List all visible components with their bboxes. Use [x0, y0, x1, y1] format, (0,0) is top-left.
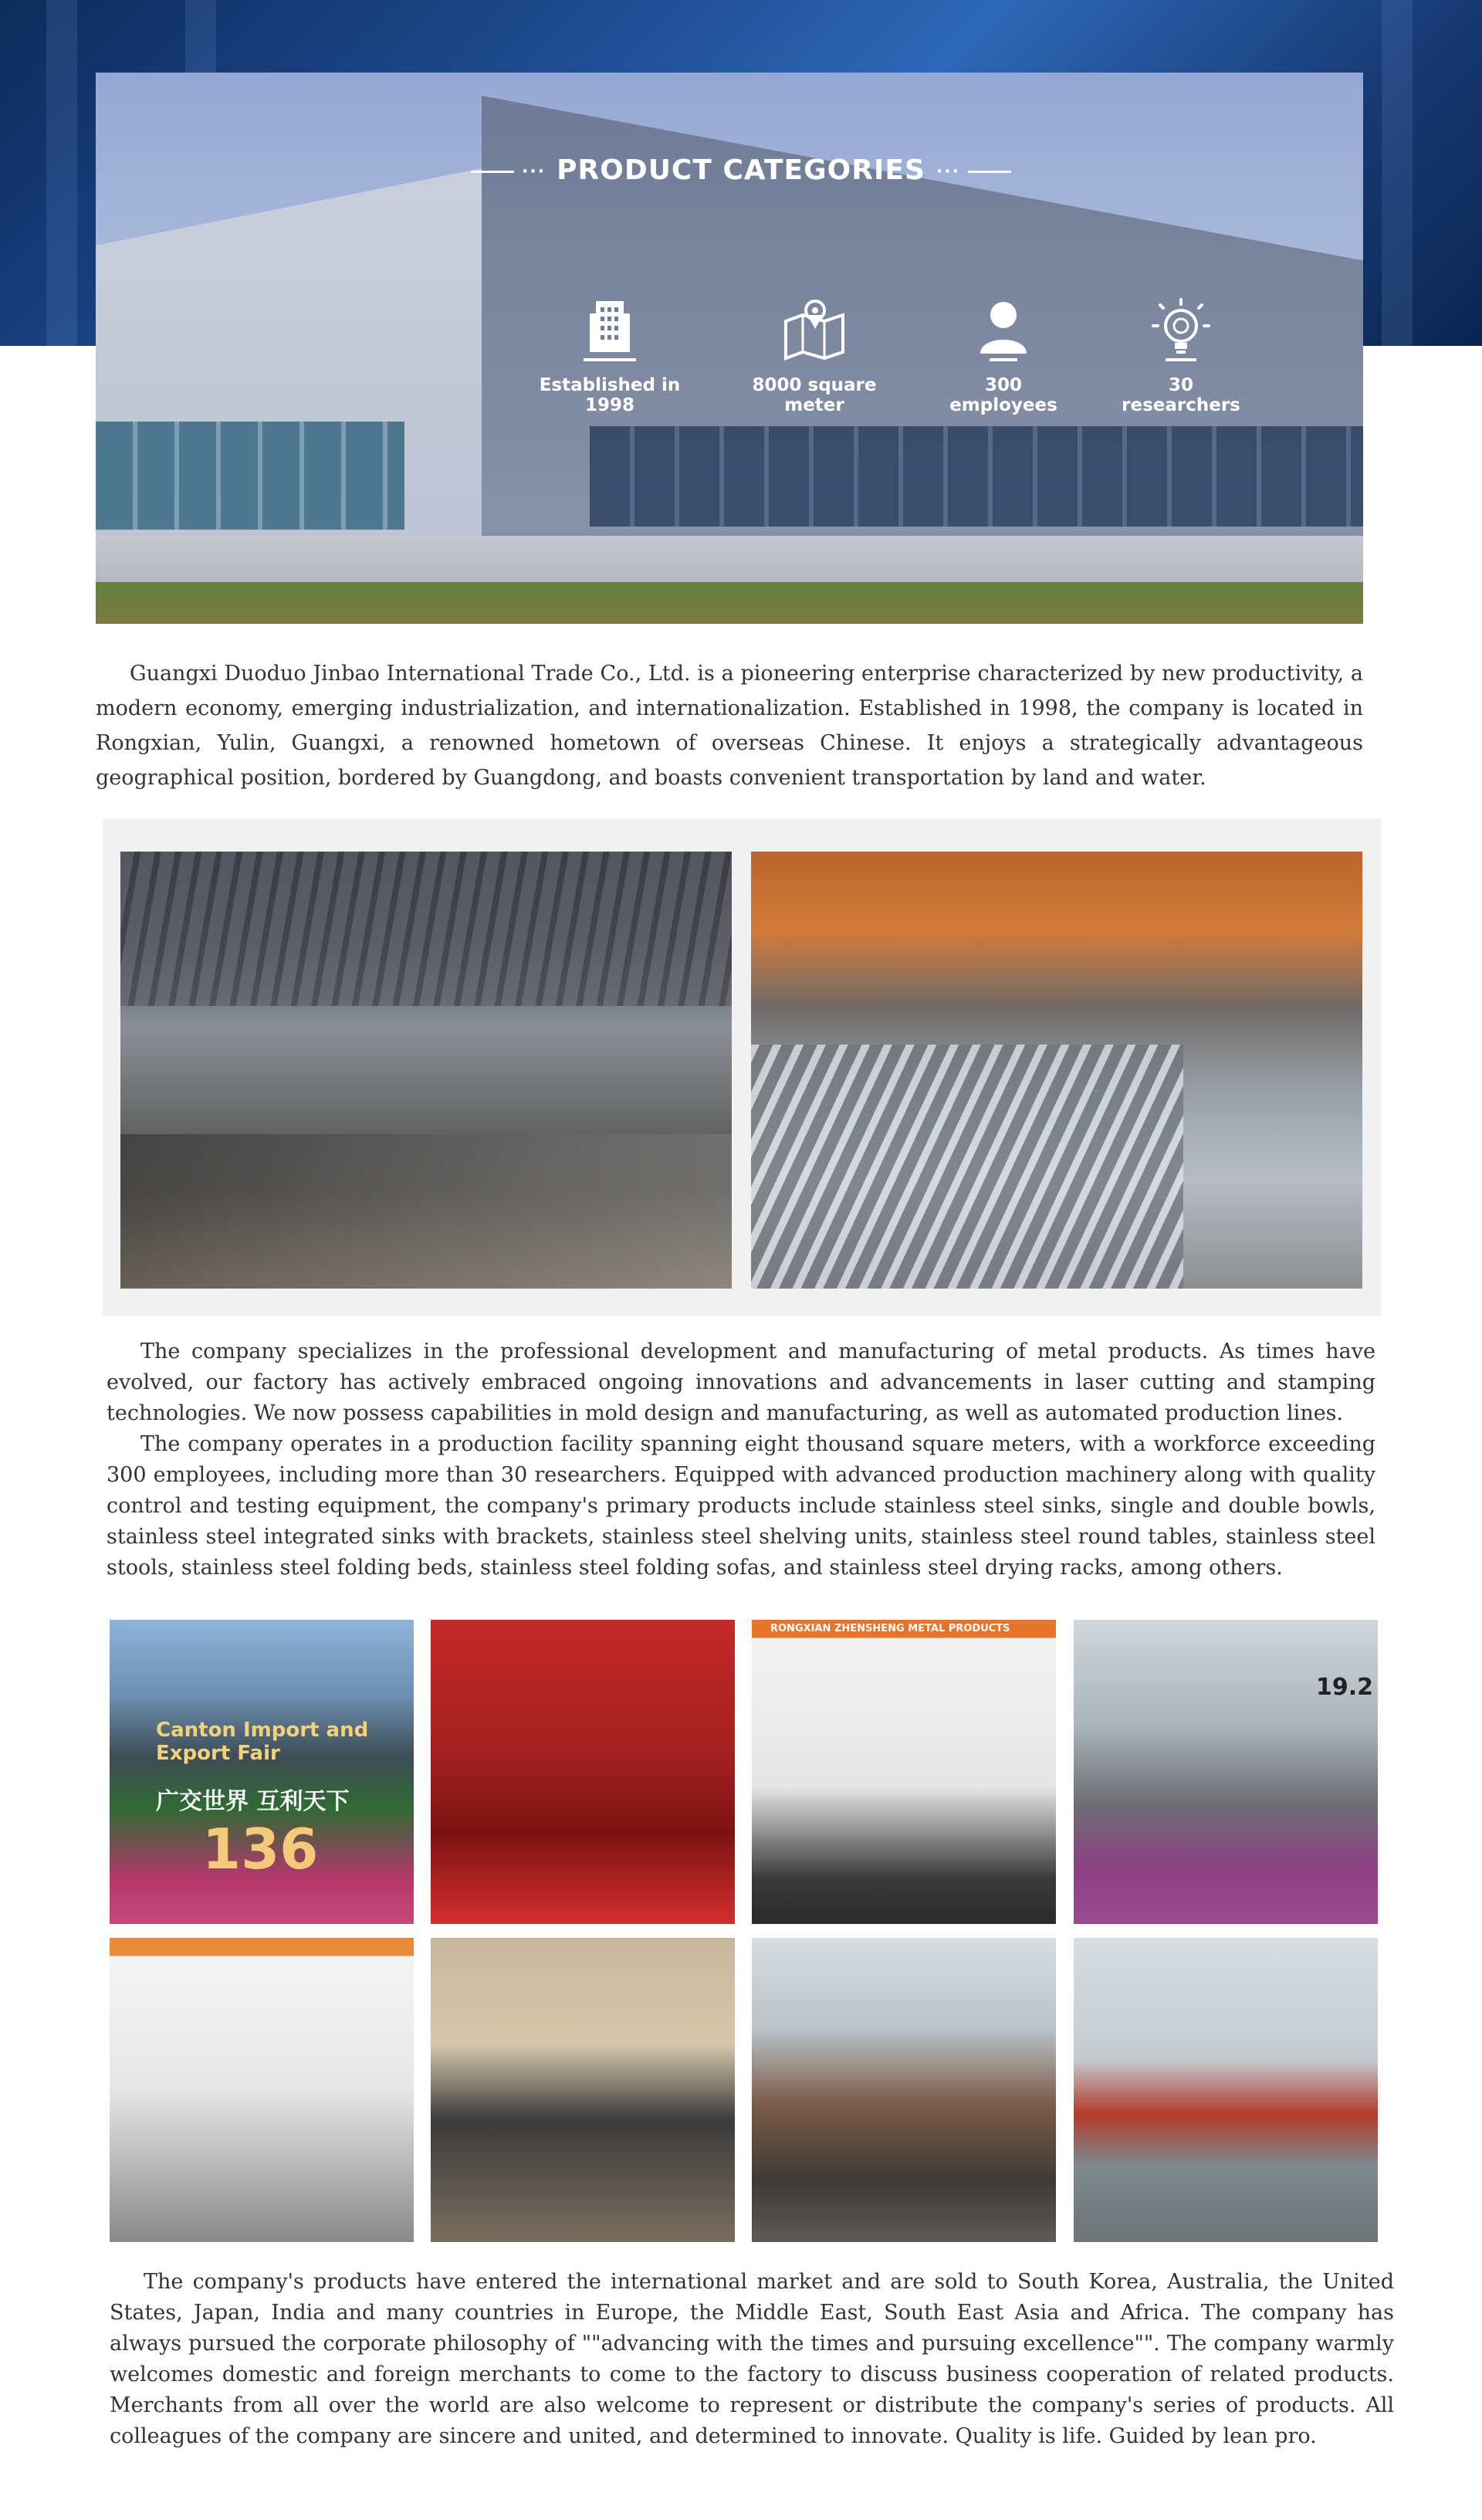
intro-text: Guangxi Duoduo Jinbao International Trade Co., Ltd. is a pioneering enterprise characterized by new productivity, a modern economy, emerging industrialization, and internationalization. Established in 1998, the company is located in Rongxian, Yulin, Guangxi, a renowned hometown of overseas Chinese. It enjoys a strategically advantageous geographical position, bordered by Guangdong, and boasts convenient transportation by land and water. — [96, 662, 1363, 790]
map-icon — [729, 295, 899, 364]
intro-paragraph — [96, 656, 1363, 795]
factory-floor-photo — [120, 852, 732, 1289]
closing-paragraph — [110, 2267, 1394, 2452]
gallery-photo-trucks — [1074, 1938, 1378, 2242]
lightbulb-icon — [1112, 295, 1250, 364]
steel-racks-photo — [751, 852, 1362, 1289]
stat-label: 8000 square meter — [752, 375, 877, 415]
stat-label: 300 employees — [949, 375, 1057, 415]
factory-text-2: The company operates in a production facility spanning eight thousand square meters, with a workforce exceeding 300 employees, including more than 30 researchers. Equipped with advanced production machinery along with quality control and testing equipment, the company's primary products include stainless steel sinks, single and double bowls, stainless steel integrated sinks with brackets, stainless steel shelving units, stainless steel round tables, stainless steel stools, stainless steel folding beds, stainless steel folding sofas, and stainless steel drying racks, among others. — [107, 1432, 1375, 1580]
stat-area — [729, 295, 899, 415]
stat-label: Established in 1998 — [539, 375, 681, 415]
hero-title-text: PRODUCT CATEGORIES — [557, 154, 925, 186]
factory-text-1: The company specializes in the professional development and manufacturing of metal products. As times have evolved, our factory has actively embraced ongoing innovations and advancements in laser cutting and stamping technologies. We now possess capabilities in mold design and manufacturing, as well as automated production lines. — [107, 1340, 1375, 1425]
stat-established — [533, 295, 687, 415]
stat-employees — [934, 295, 1073, 415]
gallery-photo-group-dinner — [431, 1938, 735, 2242]
gallery-photo-booth-visitors — [110, 1938, 414, 2242]
gallery-photo-canton-fair — [110, 1620, 414, 1924]
hero-title — [0, 154, 1482, 186]
gallery-photo-exhibition-hall — [1074, 1620, 1378, 1924]
factory-paragraphs — [107, 1336, 1375, 1583]
gallery-photo-group-selfie — [752, 1938, 1056, 2242]
title-decoration-right: ··· — [936, 162, 1011, 181]
stat-researchers — [1112, 295, 1250, 415]
gallery-photo-booth — [752, 1620, 1056, 1924]
fair-number-text: 136 — [202, 1817, 319, 1882]
closing-text: The company's products have entered the international market and are sold to South Korea, Australia, the United States, Japan, India and many countries in Europe, the Middle East, South East Asia and Africa. The company has always pursued the corporate philosophy of ""advancing with the times and pursuing excellence"". The company warmly welcomes domestic and foreign merchants to come to the factory to discuss business cooperation of related products. Merchants from all over the world are also welcome to represent or distribute the company's series of products. All colleagues of the company are sincere and united, and determined to innovate. Quality is life. Guided by lean pro. — [110, 2270, 1394, 2448]
hall-number-text: 19.2 — [1315, 1674, 1373, 1701]
photo-racks — [751, 1045, 1183, 1289]
building-icon — [533, 295, 687, 364]
stat-label: 30 researchers — [1122, 375, 1240, 415]
booth-sign-text: RONGXIAN ZHENSHENG METAL PRODUCTS — [770, 1623, 1010, 1634]
user-icon — [934, 295, 1073, 364]
fair-slogan-text: 广交世界 互利天下 — [156, 1788, 350, 1815]
title-decoration-left: ··· — [471, 162, 546, 181]
photo-floor — [120, 1134, 732, 1289]
gallery-photo-stage-speech — [431, 1620, 735, 1924]
photo-roof — [120, 852, 732, 1006]
fair-sign-text: Canton Import and Export Fair — [156, 1719, 369, 1765]
